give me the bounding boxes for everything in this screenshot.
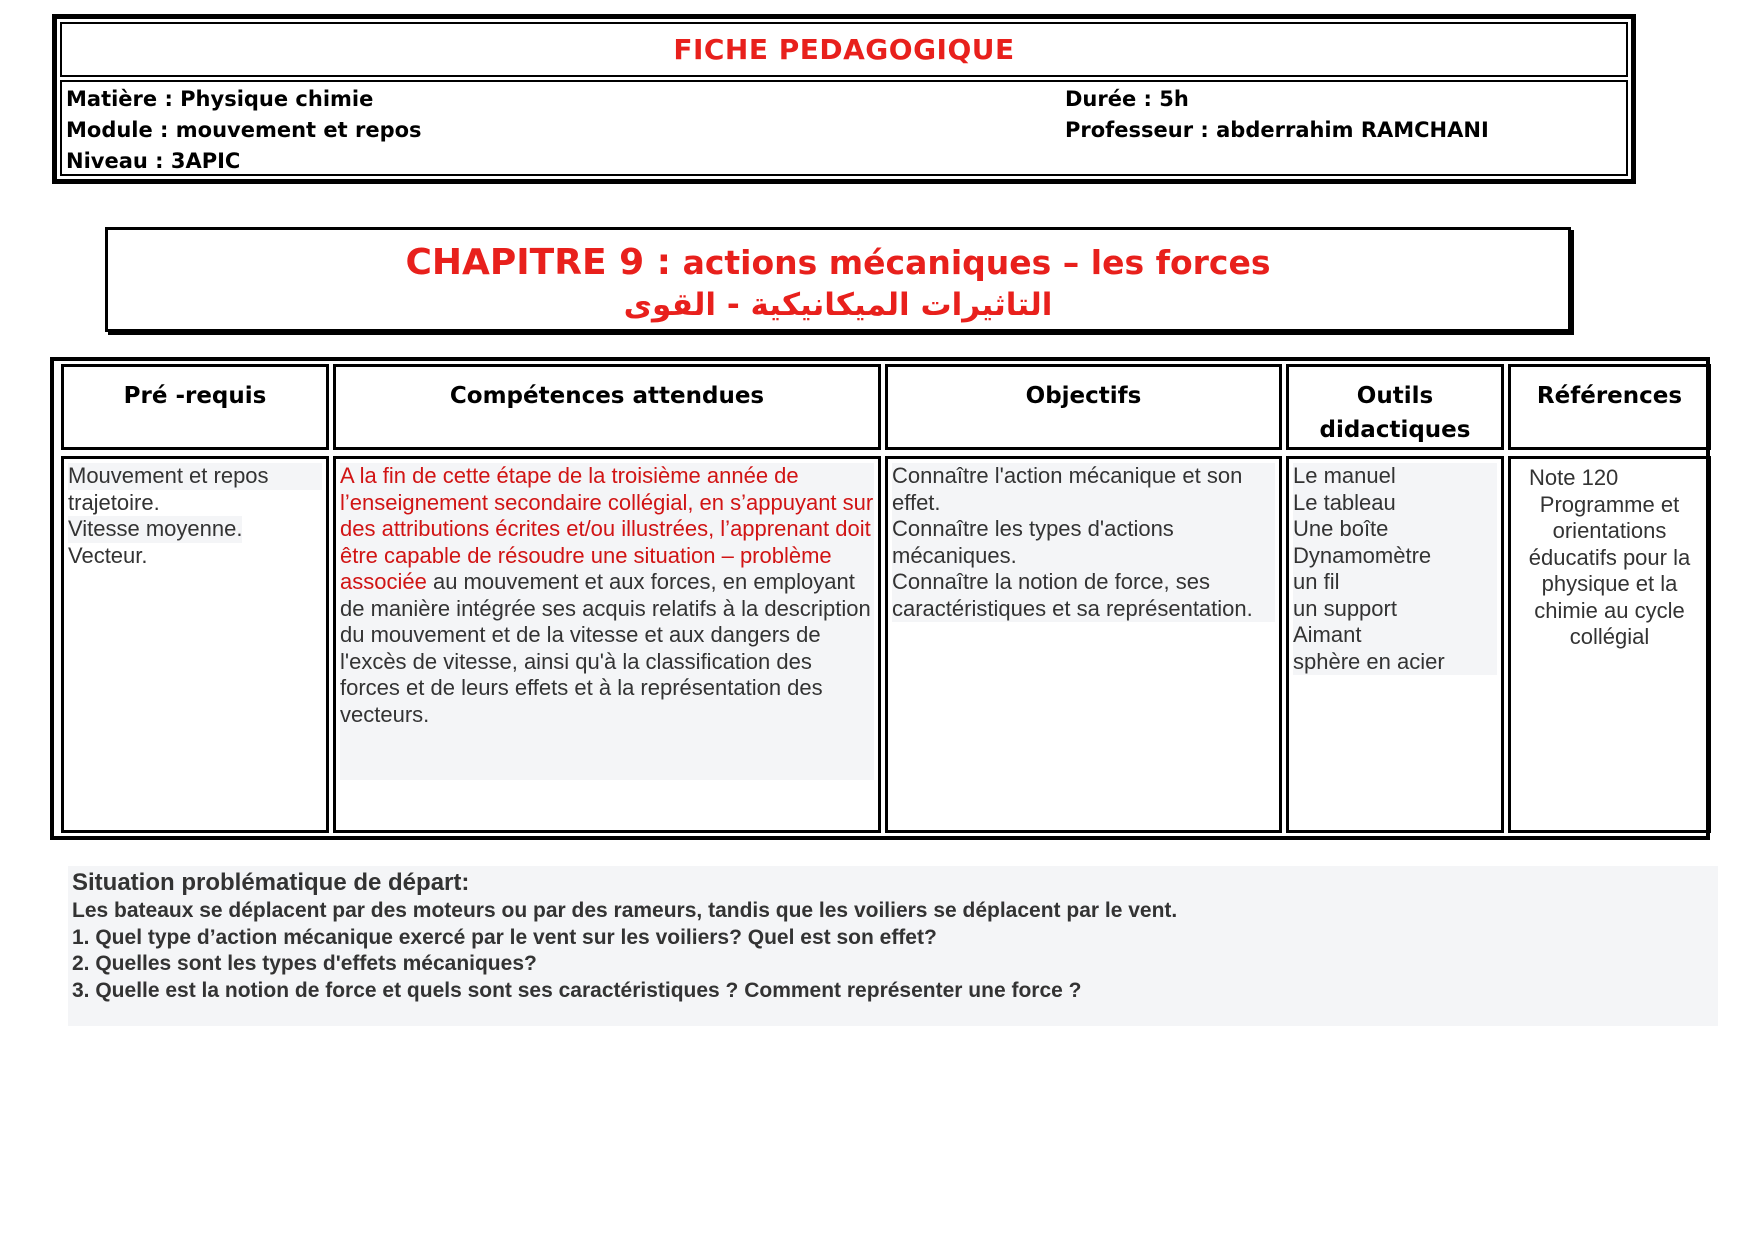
list-item: Aimant: [1293, 622, 1362, 647]
situation-question-3: 3. Quelle est la notion de force et quels sont ses caractéristiques ? Comment représenter une force ?: [72, 978, 1082, 1002]
duree-text: Durée : 5h: [1065, 87, 1189, 111]
situation-title: Situation problématique de départ:: [72, 869, 470, 896]
chapter-box: [105, 227, 1571, 332]
page-title: FICHE PEDAGOGIQUE: [673, 33, 1015, 66]
situation-section: [68, 866, 1718, 1026]
situation-question-1: 1. Quel type d’action mécanique exercé par le vent sur les voiliers? Quel est son effet?: [72, 925, 937, 949]
competences-highlight: A la fin de cette étape de la troisième année de l’enseignement secondaire collégial, en s’appuyant sur des attributions écrites et/ou illustrées, l’apprenant doit être capable de résoudre une situation – problème associée: [340, 463, 874, 594]
reference-programme: Programme et orientations éducatifs pour la physique et la chimie au cycle collégial: [1528, 491, 1691, 649]
list-item: Connaître la notion de force, ses caractéristiques et sa représentation.: [892, 569, 1253, 621]
header-references: Références: [1508, 364, 1711, 450]
list-item: Vecteur.: [68, 542, 148, 568]
competences-cell: [333, 456, 881, 833]
header-objectifs: Objectifs: [885, 364, 1282, 450]
list-item: Connaître les types d'actions mécaniques.: [892, 516, 1174, 568]
list-item: Vitesse moyenne.: [68, 516, 243, 541]
situation-line: Les bateaux se déplacent par des moteurs ou par des rameurs, tandis que les voiliers se déplacent par le vent.: [72, 899, 1178, 922]
reference-note: Note 120: [1529, 465, 1619, 490]
header-competences: Compétences attendues: [333, 364, 881, 450]
references-cell: [1508, 456, 1711, 833]
list-item: un fil: [1293, 569, 1340, 594]
list-item: un support: [1293, 595, 1397, 621]
niveau-text: Niveau : 3APIC: [66, 149, 241, 173]
list-item: Dynamomètre: [1293, 542, 1432, 568]
list-item: trajetoire.: [68, 489, 160, 515]
list-item: Le tableau: [1293, 489, 1396, 515]
chapter-arabic-title: التاثيرات الميكانيكية - القوى: [623, 287, 1053, 323]
header-title-row: [60, 22, 1628, 77]
module-text: Module : mouvement et repos: [66, 118, 422, 142]
objectifs-cell: [885, 456, 1282, 833]
info-left: [66, 84, 422, 177]
list-item: Une boîte: [1293, 516, 1389, 541]
header-info: [60, 80, 1628, 176]
chapter-title: [108, 242, 1568, 284]
list-item: Le manuel: [1293, 463, 1396, 488]
chapter-label: CHAPITRE 9 :: [405, 242, 672, 283]
matiere-text: Matière : Physique chimie: [66, 87, 374, 111]
list-item: sphère en acier: [1293, 648, 1445, 674]
list-item: Connaître l'action mécanique et son effet.: [892, 463, 1243, 515]
header-box: [52, 14, 1636, 184]
chapter-name: actions mécaniques – les forces: [682, 243, 1271, 282]
info-right: [1065, 84, 1489, 146]
competences-text: au mouvement et aux forces, en employant de manière intégrée ses acquis relatifs à la description du mouvement et de la vitesse et aux dangers de l'excès de vitesse, ainsi qu'à la classification des forces et de leurs effets et à la représentation des vecteurs.: [340, 569, 871, 727]
list-item: Mouvement et repos: [68, 463, 322, 490]
outils-cell: [1286, 456, 1504, 833]
header-outils: Outils didactiques: [1286, 364, 1504, 450]
prerequis-cell: [61, 456, 329, 833]
professeur-text: Professeur : abderrahim RAMCHANI: [1065, 118, 1489, 142]
header-prerequis: Pré -requis: [61, 364, 329, 450]
situation-question-2: 2. Quelles sont les types d'effets mécaniques?: [72, 952, 537, 975]
lesson-table: [50, 357, 1710, 840]
